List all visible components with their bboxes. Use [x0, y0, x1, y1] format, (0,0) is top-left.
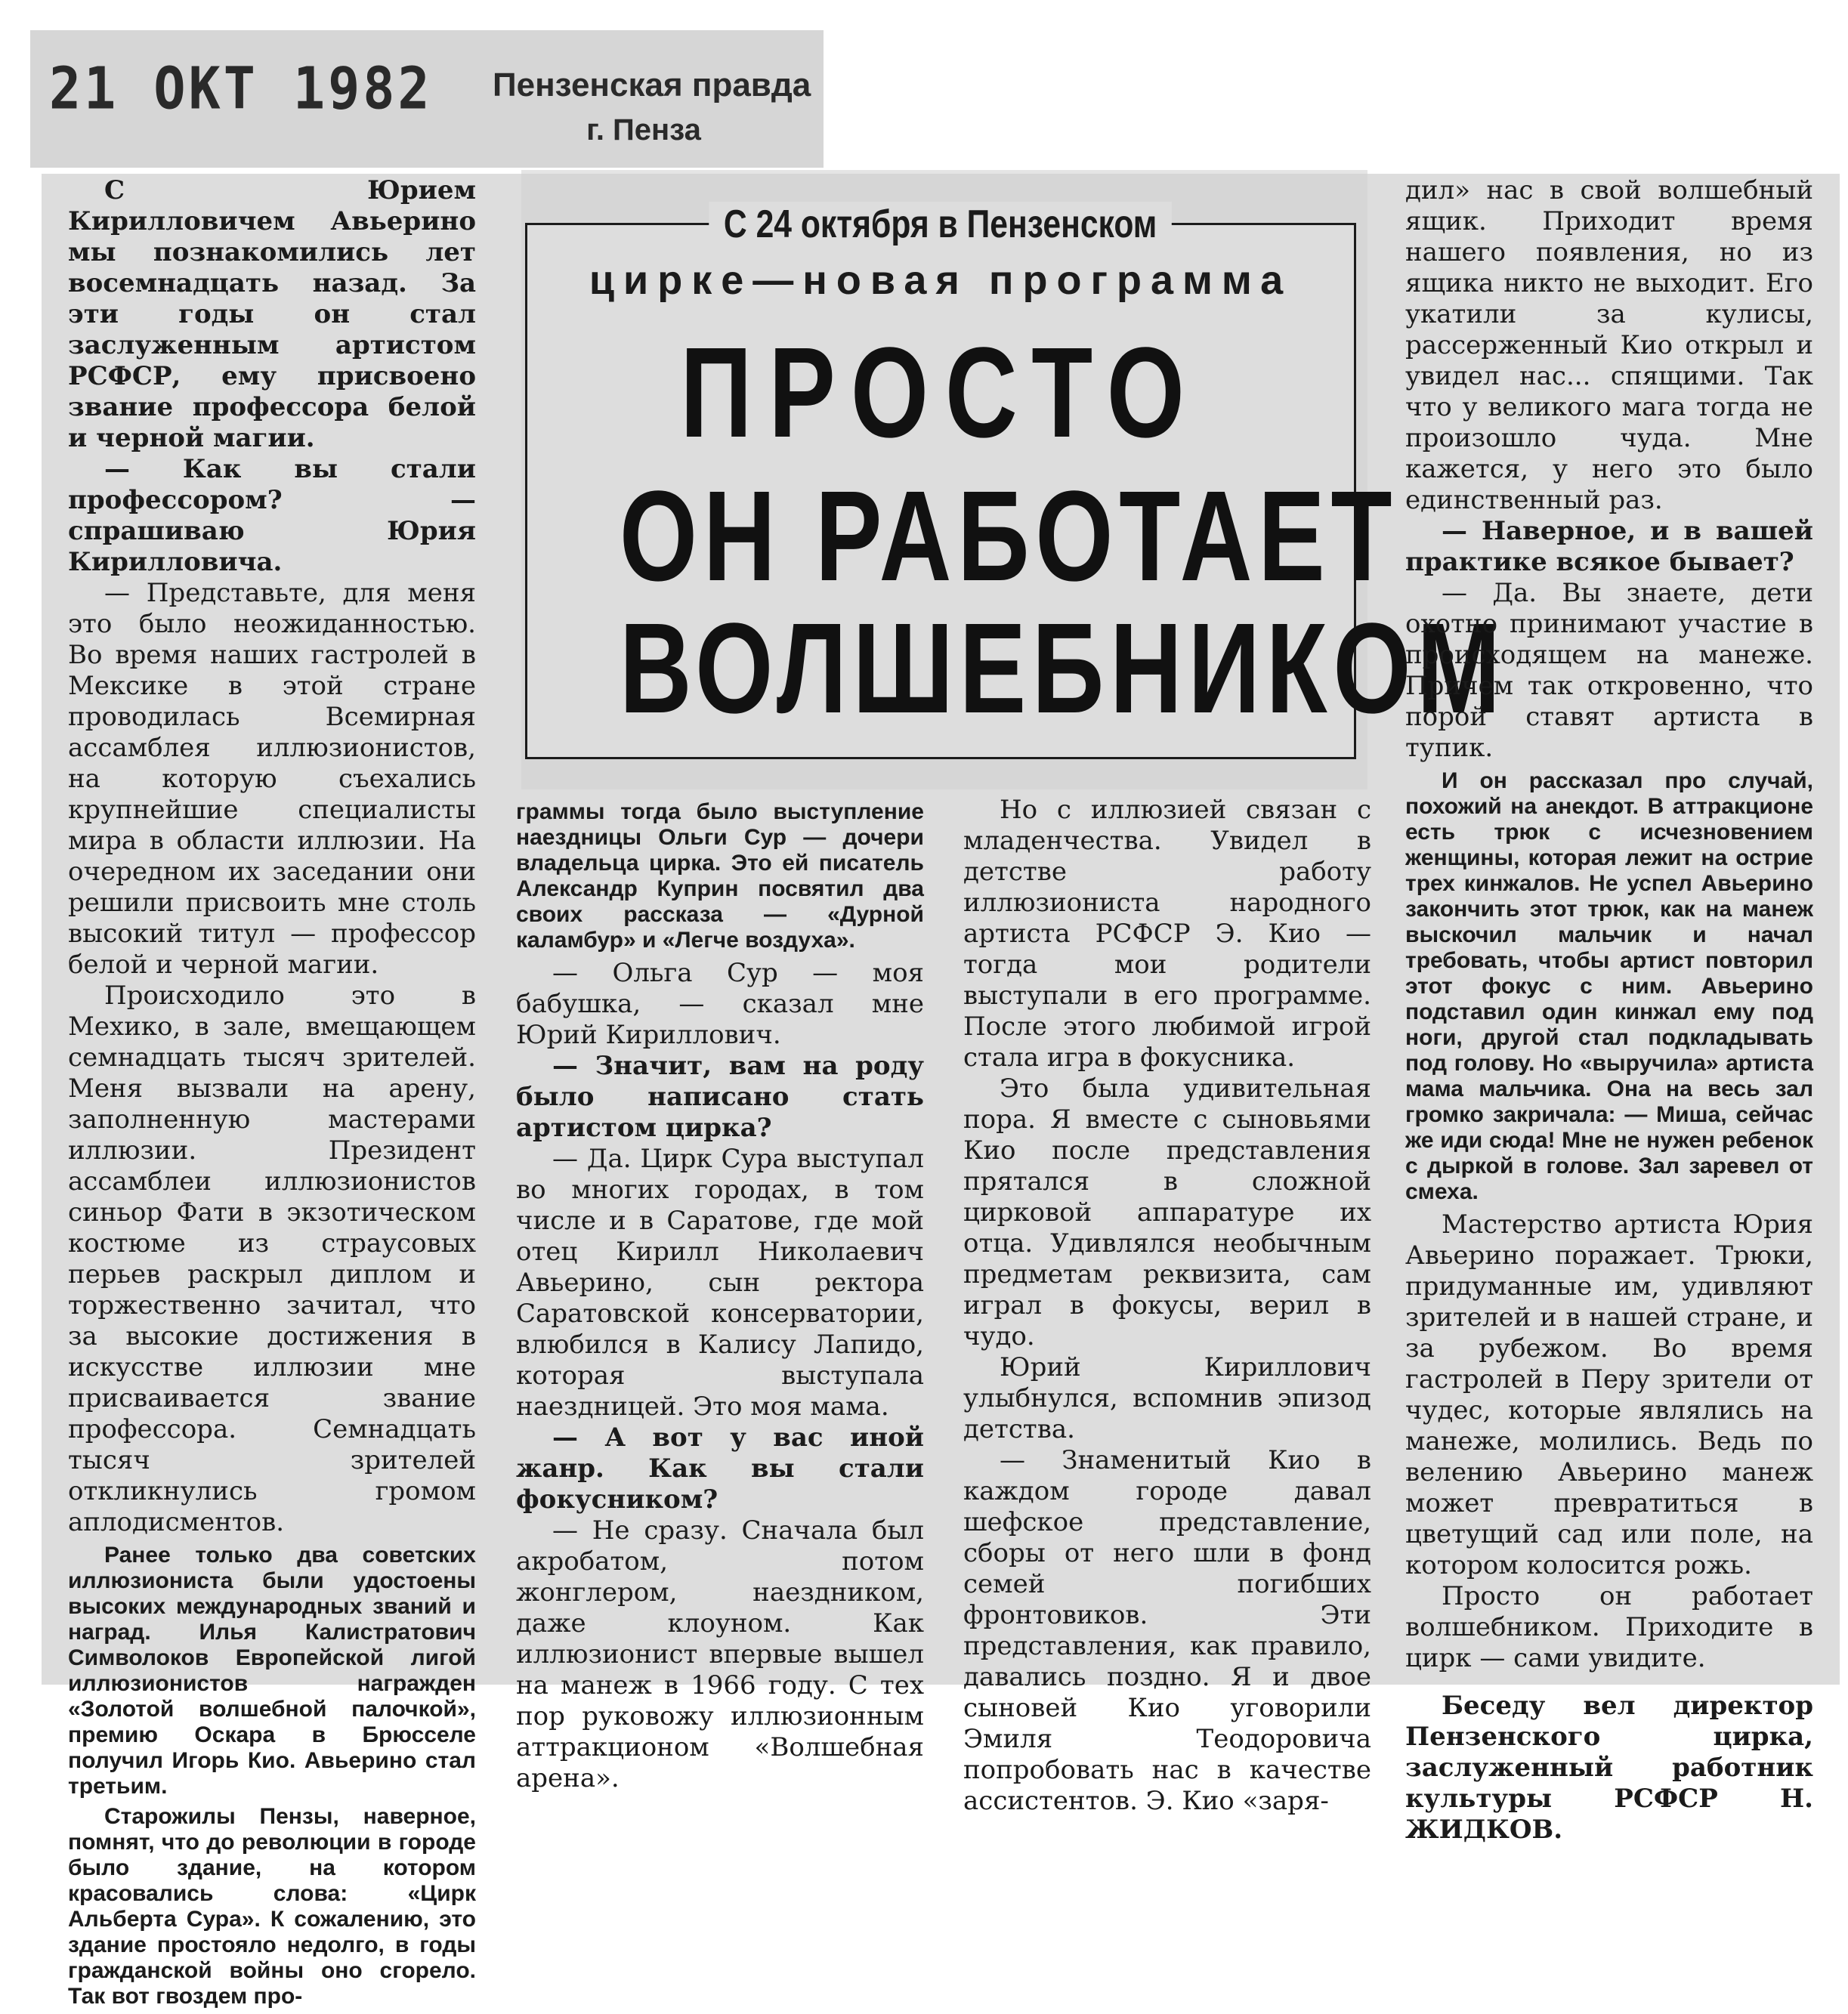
answer-paragraph: — Знаменитый Кио в каждом городе давал шефское представление, сборы от него шли в фонд семей погибших фронтовиков. Эти представления, как правило, давались поздно. Я и двое сыновей Кио уговорили Эмиля Теодоровича попробовать нас в качестве ассистентов. Э. Кио «заря- [963, 1445, 1371, 1816]
headline-line-1: ПРОСТО [680, 321, 1201, 465]
body-paragraph: дил» нас в свой волшебный ящик. Приходит время нашего появления, но из ящика никто не выходит. Его укатили за кулисы, рассерженный Кио открыл и увидел нас... спящими. Так что у великого мага тогда не произошло чуда. Мне кажется, у него это было единственный раз. [1405, 175, 1813, 515]
kicker-line-1 [529, 198, 1352, 251]
question-paragraph: — А вот у вас иной жанр. Как вы стали фокусником? [516, 1422, 924, 1515]
body-paragraph: Происходило это в Мехико, в зале, вмещающем семнадцать тысяч зрителей. Меня вызвали на арену, заполненную мастерами иллюзии. Президент ассамблеи иллюзионистов синьор Фати в экзотическом костюме из страусовых перьев раскрыл диплом и торжественно зачитал, что за высокие достижения в искусстве иллюзии мне присваивается звание профессора. Семнадцать тысяч зрителей откликнулись громом аплодисментов. [68, 981, 476, 1537]
note-paragraph: Ранее только два советских иллюзиониста были удостоены высоких международных званий и наград. Илья Калистратович Символоков Европейской лигой иллюзионистов награжден «Золотой волшебной палочкой», премию Оскара в Брюсселе получил Игорь Кио. Авьерино стал третьим. [68, 1543, 476, 1799]
body-paragraph: Но с иллюзией связан с младенчества. Увидел в детстве работу иллюзиониста народного артиста РСФСР Э. Кио — тогда мои родители выступали в его программе. После этого любимой игрой стала игра в фокусника. [963, 795, 1371, 1073]
body-paragraph: Просто он работает волшебником. Приходите в цирк — сами увидите. [1405, 1581, 1813, 1673]
body-paragraph: Юрий Кириллович улыбнулся, вспомнив эпизод детства. [963, 1352, 1371, 1444]
body-paragraph: Мастерство артиста Юрия Авьерино поражает. Трюки, придуманные им, удивляют зрителей и в нашей стране, и за рубежом. Во время гастролей в Перу зрители от чудес, которые являлись на манеже, молились. Ведь по велению Авьерино манеж может превратиться в цветущий сад или поле, на котором колосится рожь. [1405, 1209, 1813, 1580]
headline-line-3: ВОЛШЕБНИКОМ [619, 597, 1507, 740]
article-column-1 [68, 175, 476, 2014]
headline-line-2: ОН РАБОТАЕТ [619, 465, 1398, 608]
answer-paragraph: — Да. Вы знаете, дети охотно принимают участие в происходящем на манеже. Причем так откровенно, что порой ставят артиста в тупик. [1405, 578, 1813, 763]
question-paragraph: — Значит, вам на роду было написано стать артистом цирка? [516, 1051, 924, 1143]
note-paragraph: Старожилы Пензы, наверное, помнят, что до революции в городе было здание, на котором красовались слова: «Цирк Альберта Сура». К сожалению, это здание простояло недолго, в годы гражданской войны оно сгорело. Так вот гвоздем про- [68, 1804, 476, 2009]
question-paragraph: — Наверное, и в вашей практике всякое бывает? [1405, 516, 1813, 577]
question-paragraph: — Как вы стали профессором? — спрашиваю Юрия Кирилловича. [68, 454, 476, 577]
article-column-2 [516, 795, 924, 1794]
article-column-4 [1405, 175, 1813, 1846]
note-paragraph: граммы тогда было выступление наездницы Ольги Сур — дочери владельца цирка. Это ей писатель Александр Куприн посвятил два своих рассказа — «Дурной каламбур» и «Легче воздуха». [516, 799, 924, 953]
date-stamp: 21 ОКТ 1982 [49, 54, 433, 123]
anecdote-paragraph: И он рассказал про случай, похожий на анекдот. В аттракционе есть трюк с исчезновением женщины, которая лежит на острие трех кинжалов. Не успел Авьерино закончить этот трюк, как на манеж выскочил мальчик и начал требовать, чтобы артист повторил этот фокус с ним. Авьерино подставил один кинжал ему под ноги, другой стал подкладывать под голову. Но «выручила» артиста мама мальчика. Она на весь зал громко закричала: — Миша, сейчас же иди сюда! Мне не нужен ребенок с дыркой в голове. Зал заревел от смеха. [1405, 768, 1813, 1204]
answer-paragraph: — Представьте, для меня это было неожиданностью. Во время наших гастролей в Мексике в этой стране проводилась Всемирная ассамблея иллюзионистов, на которую съехались крупнейшие специалисты мира в области иллюзии. На очередном их заседании они решили присвоить мне столь высокий титул — профессор белой и черной магии. [68, 578, 476, 980]
newspaper-name-stamp: Пензенская правда [493, 66, 811, 103]
answer-paragraph: — Ольга Сур — моя бабушка, — сказал мне Юрий Кириллович. [516, 958, 924, 1050]
author-signature: Беседу вел директор Пензенского цирка, заслуженный работник культуры РСФСР Н. ЖИДКОВ. [1405, 1691, 1813, 1845]
article-column-3 [963, 795, 1371, 1817]
kicker-line-2: цирке—новая программа [589, 258, 1293, 303]
kicker-line-1-text: С 24 октября в Пензенском [709, 202, 1173, 247]
body-paragraph: Это была удивительная пора. Я вместе с сыновьями Кио после представления прятался в сложной цирковой аппаратуре их отца. Удивлялся необычным предметам реквизита, сам играл в фокусы, верил в чудо. [963, 1073, 1371, 1351]
intro-paragraph: С Юрием Кирилловичем Авьерино мы познакомились лет восемнадцать назад. За эти годы он стал заслуженным артистом РСФСР, ему присвоено звание профессора белой и черной магии. [68, 175, 476, 453]
answer-paragraph: — Да. Цирк Сура выступал во многих городах, в том числе и в Саратове, где мой отец Кирилл Николаевич Авьерино, сын ректора Саратовской консерватории, влюбился в Калису Лапидо, которая выступала наездницей. Это моя мама. [516, 1144, 924, 1422]
answer-paragraph: — Не сразу. Сначала был акробатом, потом жонглером, наездником, даже клоуном. Как иллюзионист впервые вышел на манеж в 1966 году. С тех пор руковожу иллюзионным аттракционом «Волшебная арена». [516, 1515, 924, 1793]
city-stamp: г. Пенза [586, 113, 701, 147]
